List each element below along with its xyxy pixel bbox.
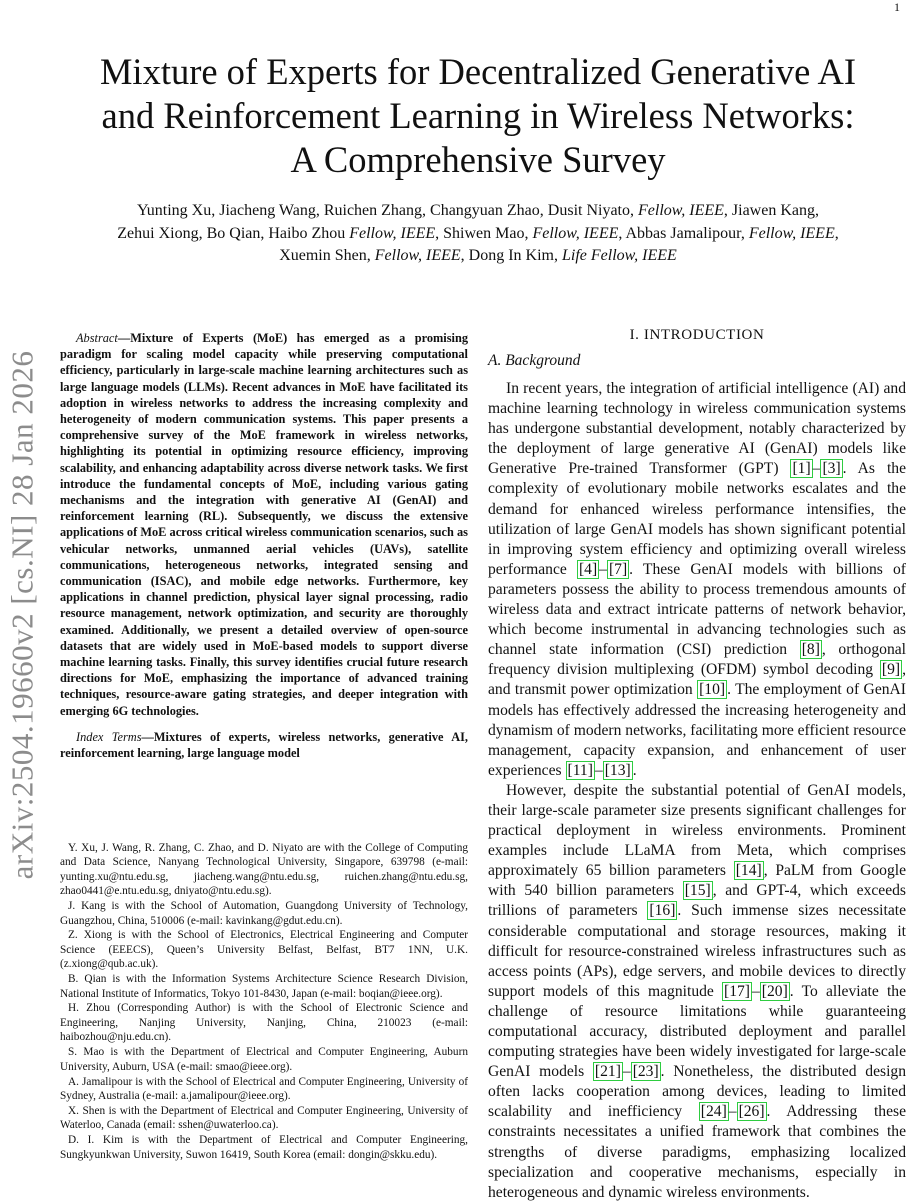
- authors-line-1: Yunting Xu, Jiacheng Wang, Ruichen Zhang, Changyuan Zhao, Dusit Niyato,: [137, 202, 634, 219]
- authors-line-1-tail: , Jiawen Kang,: [723, 202, 819, 219]
- arxiv-id: arXiv:2504.19660v2 [cs.NI] 28 Jan 2026: [4, 350, 40, 880]
- author-role: Fellow, IEEE: [748, 224, 835, 242]
- range-dash: –: [599, 560, 607, 578]
- text-run: . Nonetheless, the distributed design often lacks cooperation among devices, leading to limited scalability and inefficiency: [488, 1063, 906, 1121]
- authors-line-3a: Xuemin Shen,: [279, 247, 371, 264]
- range-dash: –: [594, 761, 603, 779]
- authors-line-2c: , Abbas Jamalipour,: [618, 224, 745, 242]
- authors-line-2b: , Shiwen Mao,: [435, 224, 529, 242]
- left-column: [60, 330, 468, 761]
- section-heading: [488, 327, 906, 344]
- citation-link[interactable]: [16]: [649, 902, 676, 920]
- text-run: . To alleviate the challenge of resource limitations while guaranteeing computational accuracy, distributed deployment and parallel computing strategies have been widely investigated for large-scale GenAI models: [488, 982, 906, 1081]
- range-dash: –: [622, 1063, 631, 1081]
- text-run: .: [632, 761, 637, 779]
- citation-link[interactable]: [20]: [761, 982, 788, 1000]
- citation-link[interactable]: [8]: [801, 641, 820, 659]
- section-number: I.: [629, 327, 640, 343]
- section-title-rest: NTRODUCTION: [649, 327, 765, 343]
- right-column: [488, 323, 906, 1203]
- text-run: In recent years, the integration of artificial intelligence (AI) and machine learning technology in wireless communication systems has undergone substantial development, notably characterized by the deployment of large generative AI (GenAI) models like Generative Pre-trained Transformer (GPT): [488, 380, 906, 478]
- text-run: . The employment of GenAI models has effectively addressed the increasing heterogeneity and dynamism of modern networks, facilitating more efficient resource management, capacity expansion, and enhancement of user experiences: [488, 681, 906, 779]
- footnote: D. I. Kim is with the Department of Electrical and Computer Engineering, Sungkyunkwan University, Suwon 16419, South Korea (email: dongin@skku.edu).: [60, 1134, 468, 1161]
- authors-line-3b: , Dong In Kim,: [460, 247, 558, 264]
- text-run: , and transmit power optimization: [488, 661, 906, 699]
- citation-link[interactable]: [1]: [792, 460, 811, 478]
- citation-link[interactable]: [23]: [632, 1063, 659, 1081]
- text-run: . Addressing these constraints necessitates a unified framework that combines the strengths of diverse paradigms, emphasizing localized specialization and cooperative mechanisms, especially in heterogeneous and dynamic wireless environments.: [488, 1103, 906, 1201]
- title-line: A Comprehensive Survey: [290, 139, 666, 180]
- title-line: Mixture of Experts for Decentralized Generative AI: [99, 51, 857, 92]
- text-run: . As the complexity of evolutionary mobile networks escalates and the demand for enhanced wireless performance intensifies, the utilization of large GenAI models has shown significant potential in improving system efficiency and optimizing overall wireless performance: [488, 460, 906, 578]
- text-run: , PaLM from Google with 540 billion parameters: [488, 862, 906, 900]
- citation-link[interactable]: [11]: [567, 761, 593, 779]
- footnote: B. Qian is with the Information Systems Architecture Science Research Division, National Institute of Informatics, Tokyo 101-8430, Japan (e-mail: boqian@ieee.org).: [60, 973, 468, 1000]
- citation-link[interactable]: [3]: [822, 460, 841, 478]
- citation-link[interactable]: [10]: [699, 681, 726, 699]
- footnote: J. Kang is with the School of Automation, Guangdong University of Technology, Guangzhou, China, 510006 (e-mail: kavinkang@gdut.edu.cn).: [60, 900, 468, 927]
- abstract-label: Abstract: [76, 331, 118, 345]
- arxiv-watermark: [0, 320, 44, 910]
- paper-title: [50, 50, 906, 182]
- abstract: [60, 330, 468, 719]
- author-role: Fellow, IEEE: [532, 224, 619, 242]
- footnote: X. Shen is with the Department of Electrical and Computer Engineering, University of Waterloo, Canada (email: sshen@uwaterloo.ca).: [60, 1104, 468, 1132]
- footnote: A. Jamalipour is with the School of Electrical and Computer Engineering, University of Sydney, Australia (e-mail: a.jamalipour@ieee.org).: [60, 1075, 468, 1102]
- citation-link[interactable]: [14]: [735, 862, 762, 880]
- citation-link[interactable]: [13]: [604, 761, 631, 779]
- index-terms-label: Index Terms: [76, 729, 142, 744]
- index-terms: [60, 729, 468, 761]
- index-terms-text: —Mixtures of experts, wireless networks, generative AI, reinforcement learning, large language model: [60, 729, 468, 761]
- text-run: However, despite the substantial potential of GenAI models, their large-scale parameter size presents significant challenges for practical deployment in wireless environments. Prominent examples include LLaMA from Meta, which comprises approximately 65 billion parameters: [488, 781, 906, 880]
- authors-line-2a: Zehui Xiong, Bo Qian, Haibo Zhou: [117, 224, 346, 242]
- footnote: S. Mao is with the Department of Electrical and Computer Engineering, Auburn University, Auburn, USA (e-mail: smao@ieee.org).: [60, 1046, 468, 1073]
- range-dash: –: [812, 460, 821, 478]
- authors-line-2d: ,: [834, 224, 839, 242]
- citation-link[interactable]: [26]: [738, 1103, 765, 1121]
- text-run: , orthogonal frequency division multiplexing (OFDM) symbol decoding: [488, 641, 906, 679]
- affiliation-footnotes: [60, 841, 468, 1162]
- title-line: and Reinforcement Learning in Wireless Networks:: [101, 95, 855, 136]
- footnote: Z. Xiong is with the School of Electronics, Electrical Engineering and Computer Science (EEECS), Queen’s University Belfast, Belfast, BT7 1NN, U.K. (z.xiong@qub.ac.uk).: [60, 929, 468, 971]
- footnote: H. Zhou (Corresponding Author) is with the School of Electronic Science and Engineering, Nanjing University, Nanjing, China, 210023 (e-mail: haibozhou@nju.edu.cn).: [60, 1002, 468, 1044]
- citation-link[interactable]: [7]: [608, 560, 628, 578]
- citation-link[interactable]: [15]: [684, 882, 711, 900]
- citation-link[interactable]: [9]: [881, 661, 901, 679]
- page-number: 1: [894, 0, 900, 14]
- citation-link[interactable]: [21]: [594, 1063, 621, 1081]
- text-run: , and GPT-4, which exceeds trillions of parameters: [488, 882, 906, 920]
- paragraph-2: [488, 781, 906, 1203]
- author-role: Fellow, IEEE: [349, 224, 436, 242]
- text-run: . These GenAI models with billions of parameters possess the ability to process tremendous amounts of wireless data and extract intricate patterns of network behavior, which become instrumental in advancing technologies such as channel state information (CSI) prediction: [488, 560, 906, 659]
- paragraph-1: [488, 379, 906, 781]
- range-dash: –: [728, 1103, 737, 1121]
- text-run: . Such immense sizes necessitate considerable computational and storage resources, making it difficult for resource-constrained wireless infrastructures such as access points (APs), edge servers, and mobile devices to directly support models of this magnitude: [488, 902, 906, 1000]
- citation-link[interactable]: [24]: [700, 1103, 727, 1121]
- citation-link[interactable]: [17]: [724, 982, 750, 1000]
- subsection-heading: A. Background: [488, 352, 581, 369]
- citation-link[interactable]: [4]: [578, 560, 598, 578]
- author-role: Fellow, IEEE: [374, 247, 461, 264]
- author-list: [50, 200, 906, 268]
- range-dash: –: [752, 982, 760, 1000]
- section-title-initial: I: [643, 327, 650, 343]
- author-role: Life Fellow, IEEE: [561, 247, 677, 264]
- footnote: Y. Xu, J. Wang, R. Zhang, C. Zhao, and D. Niyato are with the College of Computing and Data Science, Nanyang Technological University, Singapore, 639798 (e-mail: yunting.xu@ntu.edu.sg, jiacheng.wang@ntu.edu.sg, ruichen.zhang@ntu.edu.sg, zhao0441@e.ntu.edu.sg, dniyato@ntu.edu.sg).: [60, 842, 468, 898]
- abstract-text: —Mixture of Experts (MoE) has emerged as a promising paradigm for scaling model capacity while preserving computational efficiency, particularly in large-scale machine learning architectures such as large language models (LLMs). Recent advances in MoE have facilitated its adoption in wireless networks to address the increasing complexity and heterogeneity of modern communication systems. This paper presents a comprehensive survey of the MoE framework in wireless networks, highlighting its potential in optimizing resource efficiency, improving scalability, and enhancing adaptability across diverse network tasks. We first introduce the fundamental concepts of MoE, including various gating mechanisms and the integration with generative AI (GenAI) and reinforcement learning (RL). Subsequently, we discuss the extensive applications of MoE across critical wireless communication scenarios, such as vehicular networks, unmanned aerial vehicles (UAVs), satellite communications, heterogeneous networks, integrated sensing and communication (ISAC), and mobile edge networks. Furthermore, key applications in channel prediction, physical layer signal processing, radio resource management, network optimization, and security are thoroughly examined. Additionally, we present a detailed overview of open-source datasets that are widely used in MoE-based models to support diverse machine learning tasks. Finally, this survey identifies crucial future research directions for MoE, emphasizing the importance of advanced training techniques, resource-aware gating strategies, and deeper integration with emerging 6G technologies.: [60, 331, 468, 718]
- author-role: Fellow, IEEE: [638, 202, 724, 219]
